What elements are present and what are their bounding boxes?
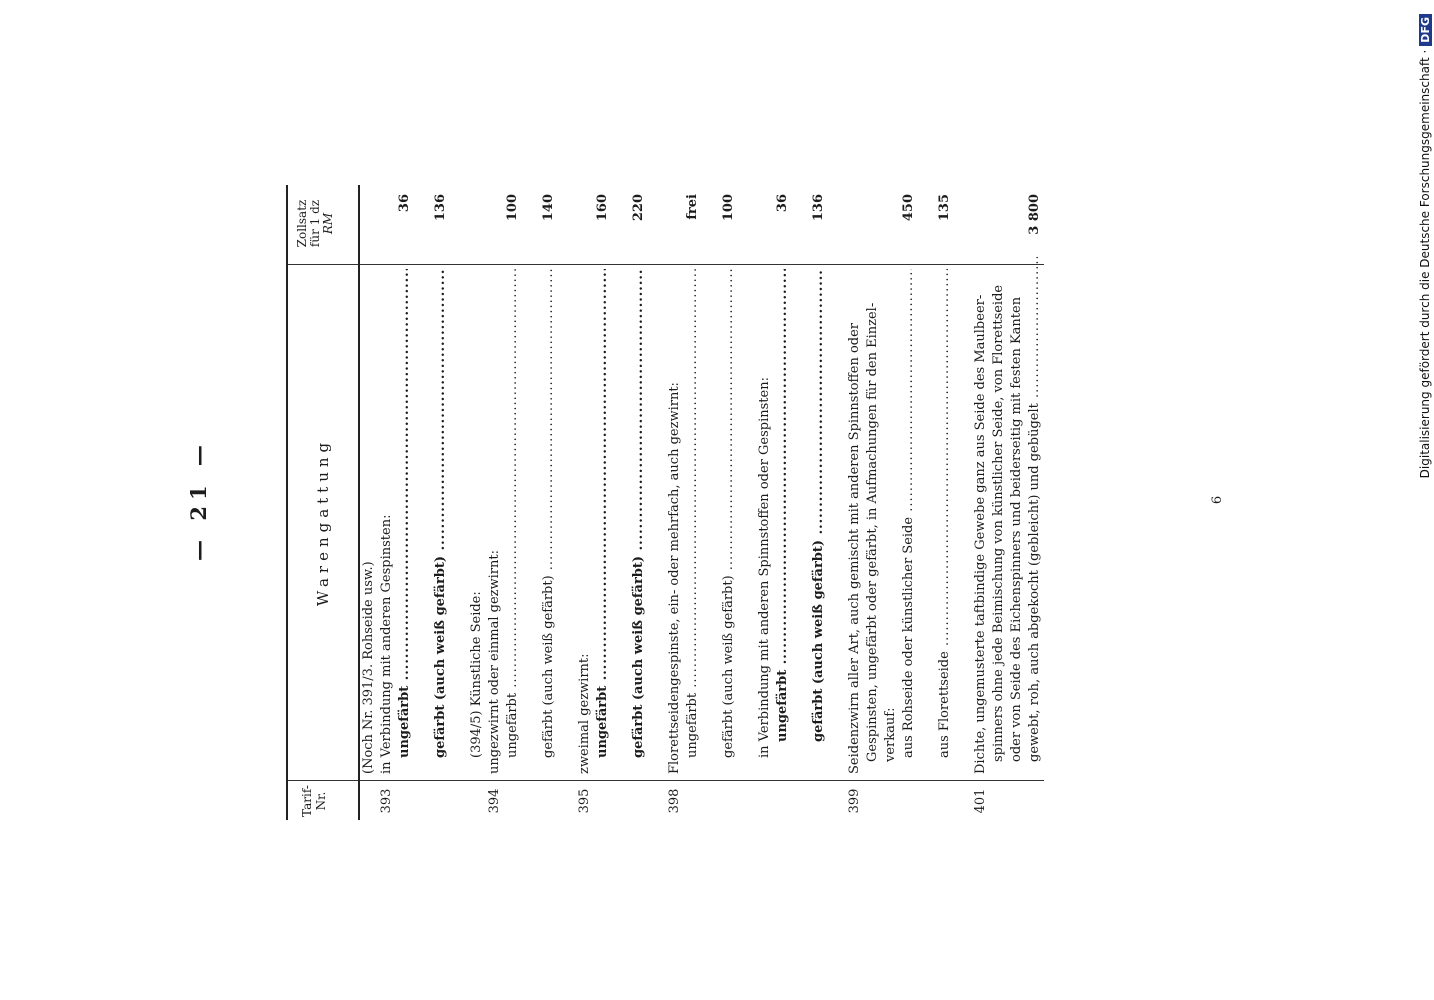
goods-text: ungefärbt ..... (504, 269, 522, 758)
goods-text: oder von Seide des Eichenspinners und beiderseitig mit festen Kanten (1009, 296, 1024, 762)
table-row (864, 185, 882, 820)
goods-text: in Verbindung mit anderen Gespinsten: (379, 514, 394, 774)
digitization-note (1418, 0, 1432, 1000)
goods-description (846, 269, 864, 774)
duty-value: 160 (595, 194, 610, 222)
goods-text: aus Rohseide oder künstlicher Seide ..... (900, 269, 918, 758)
goods-description (432, 269, 450, 758)
goods-text: ungefärbt ..... (684, 269, 702, 758)
goods-text: Gespinsten, ungefärbt oder gefärbt, in Aufmachungen für den Einzel- (865, 302, 880, 762)
goods-description (774, 269, 792, 742)
tariff-number: 399 (847, 788, 862, 814)
header-duty-rate (296, 185, 335, 262)
goods-description (720, 269, 738, 758)
goods-description (504, 269, 522, 758)
goods-description (1026, 257, 1044, 762)
goods-description (612, 269, 630, 774)
goods-text: gefärbt (auch weiß gefärbt) ..... (432, 269, 450, 758)
duty-value: 135 (937, 194, 952, 222)
table-row (378, 185, 396, 820)
header-goods: Warengattung (314, 437, 332, 607)
goods-text: gefärbt (auch weiß gefärbt) ..... (630, 269, 648, 758)
goods-description (900, 269, 918, 758)
goods-text: (Noch Nr. 391/3. Rohseide usw.) (361, 561, 376, 774)
goods-text: zweimal gezwirnt: (577, 653, 592, 774)
table-row (612, 185, 630, 820)
table-row (990, 185, 1008, 820)
column-divider (288, 264, 358, 265)
table-row (684, 185, 702, 820)
tariff-number: 393 (379, 788, 394, 814)
tariff-number: 394 (487, 788, 502, 814)
duty-value: 450 (901, 194, 916, 222)
dfg-logo: DFG (1419, 14, 1432, 46)
header-duty-unit: RM (321, 212, 335, 235)
table-row (882, 185, 900, 820)
goods-description (882, 257, 900, 762)
table-row (558, 185, 576, 820)
table-row (594, 185, 612, 820)
table-row (396, 185, 414, 820)
tariff-table (286, 185, 1044, 820)
table-row (522, 185, 540, 820)
goods-text: ungefärbt ..... (594, 269, 612, 758)
goods-description (522, 269, 540, 774)
goods-description (990, 257, 1008, 762)
goods-text: spinners ohne jede Beimischung von künstlicher Seide, von Florettseide (991, 284, 1006, 762)
goods-description (918, 269, 936, 774)
goods-description (792, 269, 810, 774)
table-row (900, 185, 918, 820)
duty-value: 100 (721, 194, 736, 222)
goods-text: gefärbt (auch weiß gefärbt) ..... (720, 269, 738, 758)
table-row (954, 185, 972, 820)
table-row (936, 185, 954, 820)
table-row (540, 185, 558, 820)
header-tariff-number (300, 782, 328, 820)
page-number: — 21 — (186, 439, 211, 561)
tariff-number: 395 (577, 788, 592, 814)
table-row (720, 185, 738, 820)
header-duty-line1: Zollsatz (295, 199, 309, 248)
table-row (468, 185, 486, 820)
goods-text: ungefärbt ..... (396, 269, 414, 758)
goods-description (972, 269, 990, 774)
goods-description (648, 269, 666, 774)
table-row (828, 185, 846, 820)
table-header (286, 185, 360, 820)
goods-description (738, 269, 756, 774)
goods-text: Florettseidengespinste, ein- oder mehrfach, auch gezwirnt: (667, 382, 682, 774)
header-tariff-line2: Nr. (314, 791, 328, 811)
goods-text: Dichte, ungemusterte taftbindige Gewebe ganz aus Seide des Maulbeer- (973, 294, 988, 774)
goods-description (828, 269, 846, 774)
table-row (432, 185, 450, 820)
table-row (918, 185, 936, 820)
goods-description (450, 269, 468, 774)
tariff-number: 401 (973, 788, 988, 814)
goods-description (684, 269, 702, 758)
table-row (792, 185, 810, 820)
goods-description (396, 269, 414, 758)
goods-text: aus Florettseide ..... (936, 269, 954, 758)
goods-description (756, 269, 774, 758)
goods-text: in Verbindung mit anderen Spinnstoffen oder Gespinsten: (757, 377, 772, 758)
table-row (774, 185, 792, 820)
goods-description (630, 269, 648, 758)
table-row (666, 185, 684, 820)
table-row (846, 185, 864, 820)
goods-description (864, 257, 882, 762)
goods-description (414, 269, 432, 774)
goods-description (558, 269, 576, 774)
table-row (972, 185, 990, 820)
goods-description (468, 269, 486, 758)
table-row (630, 185, 648, 820)
header-duty-line2: für 1 dz (308, 199, 322, 248)
duty-value: 3 800 (1027, 194, 1042, 235)
duty-value: frei (685, 194, 700, 220)
goods-text: Seidenzwirn aller Art, auch gemischt mit anderen Spinnstoffen oder (847, 322, 862, 774)
goods-description (576, 269, 594, 774)
table-row (738, 185, 756, 820)
duty-value: 136 (433, 194, 448, 222)
goods-text: gewebt, roh, auch abgekocht (gebleicht) und gebügelt ..... (1026, 257, 1044, 762)
goods-description (360, 269, 378, 774)
duty-value: 140 (541, 194, 556, 222)
duty-value: 100 (505, 194, 520, 222)
table-row (1008, 185, 1026, 820)
table-row (702, 185, 720, 820)
table-row (756, 185, 774, 820)
goods-description (936, 269, 954, 758)
goods-description (540, 269, 558, 758)
goods-text: verkauf: (883, 707, 898, 762)
goods-description (702, 269, 720, 774)
goods-description (594, 269, 612, 758)
goods-text: ungezwirnt oder einmal gezwirnt: (487, 550, 502, 774)
goods-text: gefärbt (auch weiß gefärbt) ..... (810, 269, 828, 742)
table-row (576, 185, 594, 820)
header-tariff-line1: Tarif- (300, 785, 314, 817)
table-row (360, 185, 378, 820)
goods-description (486, 269, 504, 774)
column-divider (288, 780, 358, 781)
goods-description (810, 269, 828, 742)
duty-value: 136 (811, 194, 826, 222)
tariff-number: 398 (667, 788, 682, 814)
goods-text: gefärbt (auch weiß gefärbt) ..... (540, 269, 558, 758)
goods-description (378, 269, 396, 774)
table-row (450, 185, 468, 820)
table-body (360, 185, 1044, 820)
table-row (414, 185, 432, 820)
table-row (1026, 185, 1044, 820)
duty-value: 36 (397, 194, 412, 213)
goods-text: (394/5) Künstliche Seide: (469, 591, 484, 758)
goods-text: ungefärbt ..... (774, 269, 792, 742)
duty-value: 220 (631, 194, 646, 222)
funding-text: Digitalisierung gefördert durch die Deutsche Forschungsgemeinschaft · (1418, 49, 1432, 479)
footer-mark: 6 (1210, 495, 1225, 505)
table-row (486, 185, 504, 820)
goods-description (666, 269, 684, 774)
duty-value: 36 (775, 194, 790, 213)
goods-description (954, 269, 972, 774)
goods-description (1008, 257, 1026, 762)
table-row (810, 185, 828, 820)
table-row (504, 185, 522, 820)
table-row (648, 185, 666, 820)
